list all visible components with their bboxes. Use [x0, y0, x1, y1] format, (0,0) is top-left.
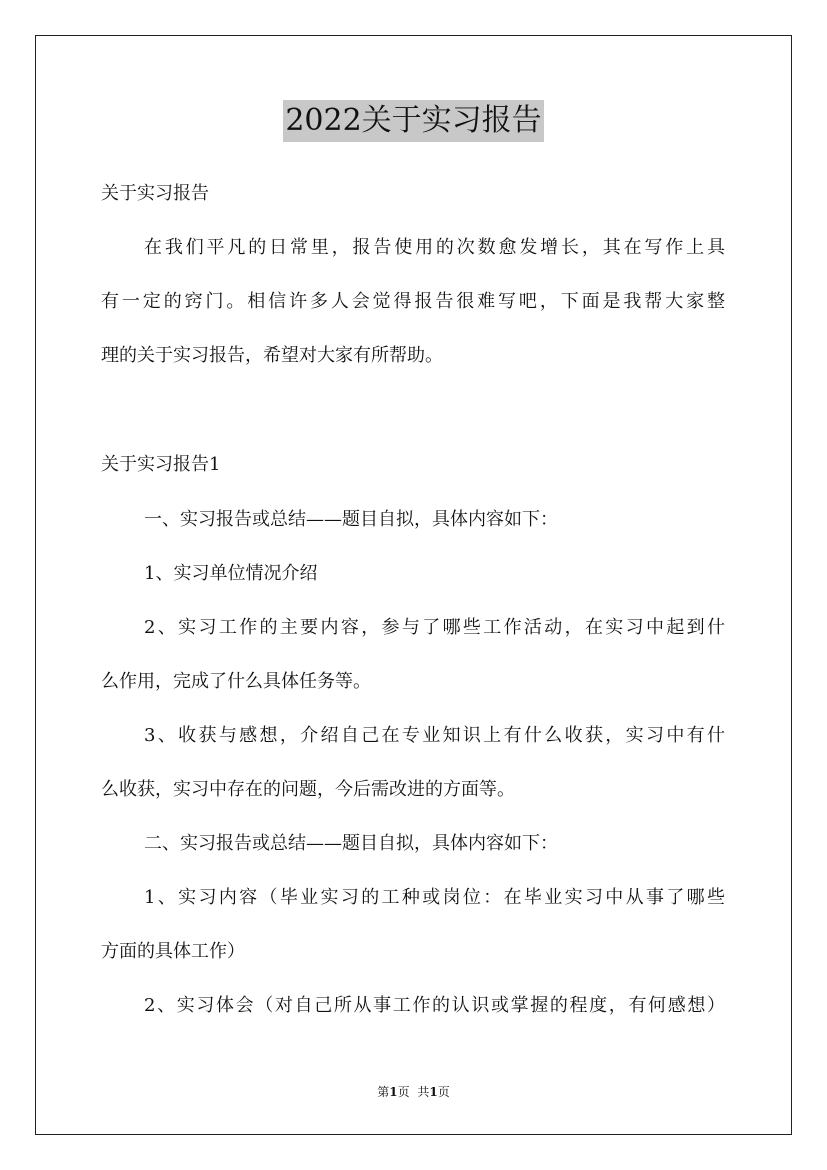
paragraph-line: 二、实习报告或总结——题目自拟，具体内容如下： [144, 833, 558, 854]
total-prefix: 共 [417, 1085, 430, 1099]
paragraph-line: 3、收获与感想，介绍自己在专业知识上有什么收获，实习中有什 [144, 725, 725, 746]
paragraph-line: 理的关于实习报告，希望对大家有所帮助。 [101, 345, 443, 366]
page-number: 1 [389, 1085, 398, 1099]
paragraph-line: 在我们平凡的日常里，报告使用的次数愈发增长，其在写作上具 [144, 237, 725, 258]
page-prefix: 第 [377, 1085, 390, 1099]
paragraph-line: 1、实习内容（毕业实习的工种或岗位：在毕业实习中从事了哪些 [144, 887, 725, 908]
title-container [0, 100, 827, 142]
total-pages: 1 [429, 1085, 438, 1099]
section-heading: 关于实习报告 [101, 183, 209, 204]
paragraph-line: 有一定的窍门。相信许多人会觉得报告很难写吧，下面是我帮大家整 [101, 291, 725, 312]
paragraph-line: 1、实习单位情况介绍 [144, 563, 318, 584]
paragraph-line: 么作用，完成了什么具体任务等。 [101, 671, 371, 692]
paragraph-line: 2、实习工作的主要内容，参与了哪些工作活动，在实习中起到什 [144, 617, 725, 638]
document-title: 2022关于实习报告 [283, 100, 543, 142]
page-footer [0, 1084, 827, 1100]
total-suffix: 页 [437, 1085, 450, 1099]
section-heading: 关于实习报告1 [101, 454, 221, 475]
paragraph-line: 方面的具体工作） [101, 941, 245, 962]
paragraph-line: 一、实习报告或总结——题目自拟，具体内容如下： [144, 509, 558, 530]
page-suffix: 页 [397, 1085, 410, 1099]
paragraph-line: 么收获，实习中存在的问题，今后需改进的方面等。 [101, 779, 515, 800]
paragraph-line: 2、实习体会（对自己所从事工作的认识或掌握的程度，有何感想） [144, 995, 725, 1016]
